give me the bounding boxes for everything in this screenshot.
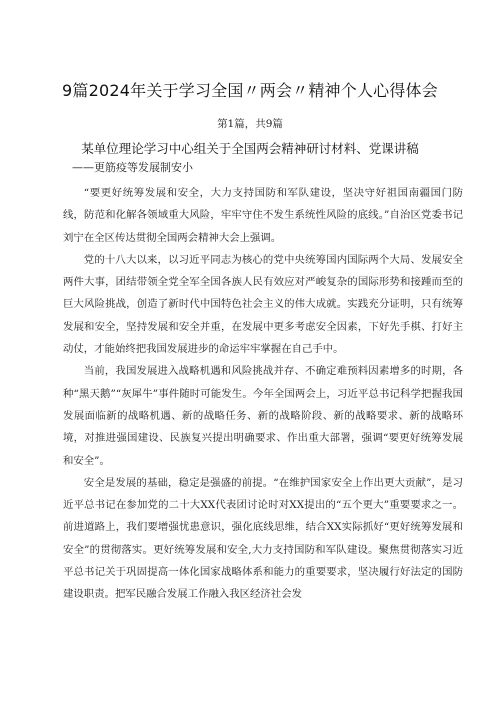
paragraph: 党的十八大以来，以习近平同志为核心的党中央统筹国内国际两个大局、发展安全两件大事，团结带领全党全军全国各族人民有效应对严峻复杂的国际形势和接踵而至的巨大风险挑战，创造了新时代中国特色社会主义的伟大成就。实践充分证明，只有统筹发展和安全，坚持发展和安全并重，在发展中更多考虑安全因素，下好先手棋、打好主动仗，才能始终把我国发展进步的命运牢牢掌握在自己手中。 bbox=[63, 253, 463, 356]
part-label: 第1篇，共9篇 bbox=[217, 118, 283, 130]
article-title: 某单位理论学习中心组关于全国两会精神研讨材料、党课讲稿 bbox=[81, 141, 419, 156]
paragraph: 当前，我国发展进入战略机遇和风险挑战并存、不确定难预料因素增多的时期，各种“黑天鹅”“灰犀牛”事件随时可能发生。今年全国两会上，习近平总书记科学把握我国发展面临新的战略机遇、新的战略任务、新的战略阶段、新的战略要求、新的战略环境，对推进强国建设、民族复兴提出明确要求、作出重大部署，强调“要更好统筹发展和安全”。 bbox=[63, 365, 463, 467]
paragraph: “要更好统筹发展和安全，大力支持国防和军队建设，坚决守好祖国南疆国门防线，防范和化解各领域重大风险，牢牢守住不发生系统性风险的底线。”自治区党委书记刘宁在全区传达贯彻全国两会精神大会上强调。 bbox=[63, 187, 463, 244]
document-title: 9篇2024年关于学习全国〃两会〃精神个人心得体会 bbox=[62, 81, 438, 100]
body-text bbox=[63, 182, 463, 606]
paragraph: 安全是发展的基础，稳定是强盛的前提。“在维护国家安全上作出更大贡献”，是习近平总书记在参加党的二十大XX代表团讨论时对XX提出的“五个更大”重要要求之一。前进道路上，我们要增强忧患意识，强化底线思维，结合XX实际抓好“更好统筹发展和安全”的贯彻落实。更好统筹发展和安全,大力支持国防和军队建设。聚焦贯彻落实习近平总书记关于巩固提高一体化国家战略体系和能力的重要要求，坚决履行好法定的国防建设职责。把军民融合发展工作融入我区经济社会发 bbox=[63, 476, 463, 601]
article-subtitle: ——更筋疫等发展制安小 bbox=[72, 161, 193, 174]
